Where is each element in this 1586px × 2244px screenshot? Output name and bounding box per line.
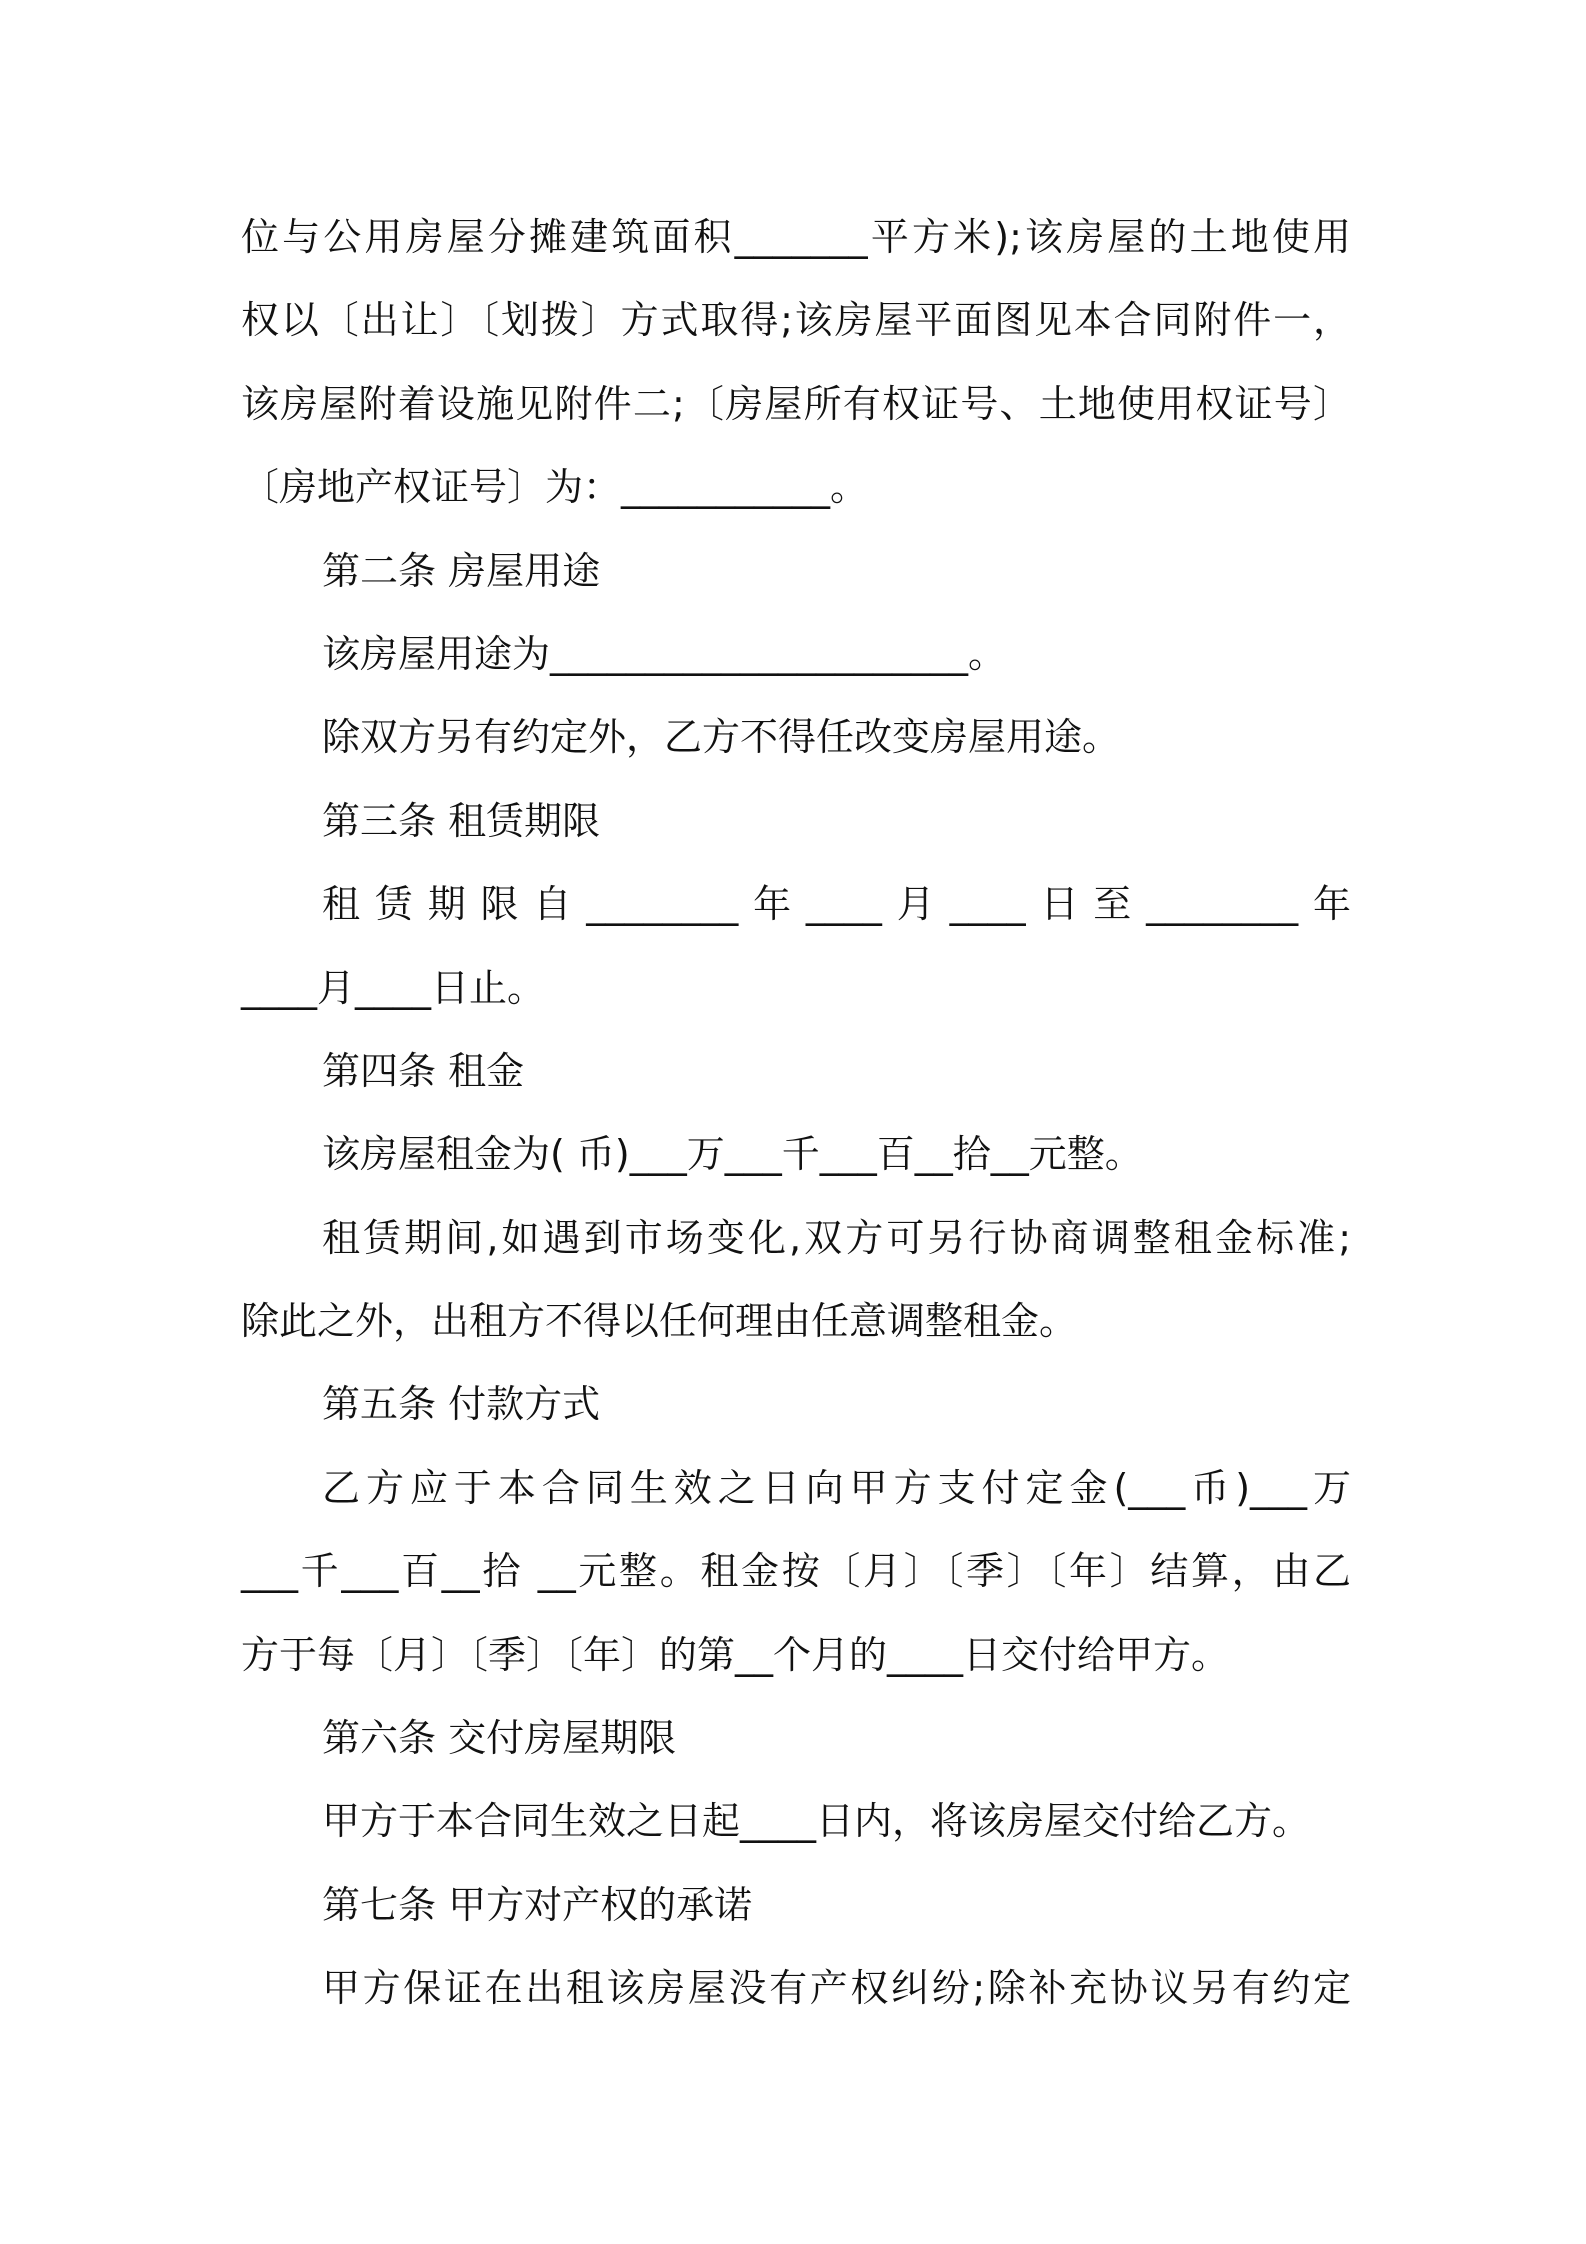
paragraph-line: 〔房地产权证号〕为：___________。: [241, 465, 869, 510]
paragraph-line: ___千___百__拾 __元整。租金按〔月〕〔季〕〔年〕结算，由乙: [241, 1549, 1351, 1594]
paragraph-line: 该房屋附着设施见附件二;〔房屋所有权证号、土地使用权证号〕: [241, 381, 1351, 426]
paragraph-line: 位与公用房屋分摊建筑面积_______平方米);该房屋的土地使用: [241, 215, 1351, 259]
paragraph-line: 方于每〔月〕〔季〕〔年〕的第__个月的____日交付给甲方。: [241, 1632, 1230, 1677]
paragraph-line: 乙方应于本合同生效之日向甲方支付定金(___币)___万: [322, 1465, 1351, 1510]
paragraph-line: 租赁期间,如遇到市场变化,双方可另行协商调整租金标准;: [322, 1215, 1351, 1260]
article-heading-2: 第二条 房屋用途: [322, 548, 601, 593]
article-heading-3: 第三条 租赁期限: [322, 798, 601, 843]
article-heading-6: 第六条 交付房屋期限: [322, 1716, 677, 1761]
article-heading-4: 第四条 租金: [322, 1048, 525, 1093]
paragraph-line: 该房屋租金为( 币)___万___千___百__拾__元整。: [322, 1132, 1143, 1177]
contract-body: [241, 196, 1351, 2031]
paragraph-line: 该房屋用途为______________________。: [322, 631, 1007, 676]
article-heading-7: 第七条 甲方对产权的承诺: [322, 1882, 753, 1927]
paragraph-line: 租赁期限自________年____月____日至________年: [322, 882, 1351, 927]
paragraph-line: 除双方另有约定外，乙方不得任改变房屋用途。: [322, 715, 1121, 760]
paragraph-line: 甲方保证在出租该房屋没有产权纠纷;除补充协议另有约定: [322, 1966, 1351, 2011]
paragraph-line: 甲方于本合同生效之日起____日内，将该房屋交付给乙方。: [322, 1799, 1311, 1844]
paragraph-line: 权以〔出让〕〔划拨〕方式取得;该房屋平面图见本合同附件一，: [241, 298, 1351, 343]
paragraph-line: 除此之外，出租方不得以任何理由任意调整租金。: [241, 1299, 1078, 1344]
paragraph-line: ____月____日止。: [241, 965, 546, 1010]
article-heading-5: 第五条 付款方式: [322, 1382, 601, 1427]
